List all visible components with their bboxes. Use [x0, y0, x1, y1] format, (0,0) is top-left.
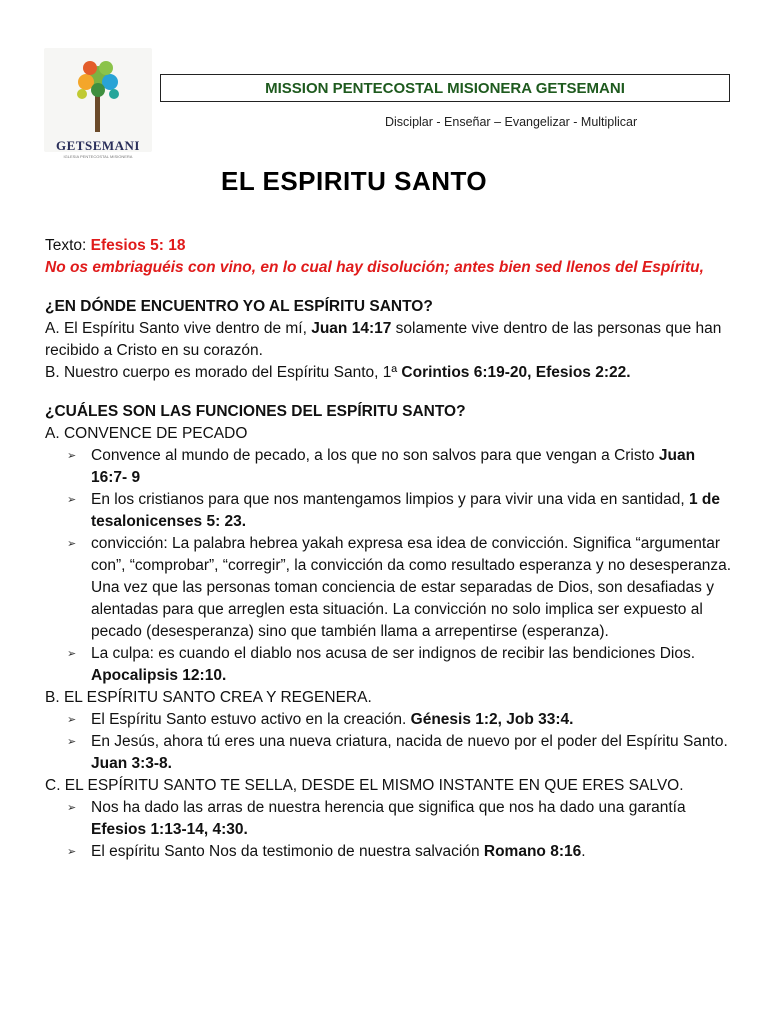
motto: Disciplar - Enseñar – Evangelizar - Multiplicar — [385, 115, 638, 129]
point-b-text: B. Nuestro cuerpo es morado del Espíritu Santo, 1ª — [45, 364, 402, 381]
item-text: convicción: La palabra hebrea yakah expresa esa idea de convicción. Significa “argumentar con”, “comprobar”, “corregir”, la convicción da como resultado esperanza y no desesperanza. Una vez que las personas toman conciencia de estar separadas de Dios, son desafiadas y alentadas para que arreglen esta situación. La convicción no solo implica ser expuesto al pecado (desesperanza) sino que también llama a arrepentirse (esperanza). — [91, 535, 732, 640]
item-text: La culpa: es cuando el diablo nos acusa de ser indignos de recibir las bendiciones Dios. — [91, 645, 696, 662]
text-label: Texto: — [45, 237, 91, 254]
item-ref: 1 de tesalonicenses 5: 23. — [91, 491, 720, 530]
church-name: MISSION PENTECOSTAL MISIONERA GETSEMANI — [265, 79, 625, 97]
bullet-arrow-icon: ➢ — [67, 494, 77, 506]
point-b-ref: Corintios 6:19-20, Efesios 2:22. — [401, 364, 631, 381]
subsection-c-title: C. EL ESPÍRITU SANTO TE SELLA, DESDE EL MISMO INSTANTE EN QUE ERES SALVO. — [45, 777, 684, 794]
bullet-arrow-icon: ➢ — [67, 648, 77, 660]
item-ref: Apocalipsis 12:10. — [91, 667, 227, 684]
subsection-b-list — [45, 709, 735, 775]
list-item — [45, 489, 735, 533]
list-item — [45, 709, 735, 731]
subsection-b-title: B. EL ESPÍRITU SANTO CREA Y REGENERA. — [45, 689, 372, 706]
point-a-text-end: solamente vive dentro de las personas que han recibido a Cristo en su corazón. — [45, 320, 722, 359]
item-ref: Juan 3:3-8. — [91, 755, 172, 772]
point-a-ref: Juan 14:17 — [311, 320, 392, 337]
page-title: EL ESPIRITU SANTO — [221, 166, 488, 196]
item-text: En los cristianos para que nos mantengamos limpios y para vivir una vida en santidad, — [91, 491, 689, 508]
list-item — [45, 841, 735, 863]
logo-wordmark: GETSEMANI — [56, 138, 140, 153]
item-ref: Romano 8:16 — [483, 843, 582, 860]
text-reference-line — [45, 235, 735, 257]
subsection-a-title: A. CONVENCE DE PECADO — [45, 425, 248, 442]
key-verse: No os embriaguéis con vino, en lo cual hay disolución; antes bien sed llenos del Espíritu, — [45, 259, 704, 276]
item-text: En Jesús, ahora tú eres una nueva criatura, nacida de nuevo por el poder del Espíritu Santo. — [91, 733, 728, 750]
text-reference: Efesios 5: 18 — [90, 237, 186, 254]
section1-point-b — [45, 362, 735, 384]
section2-heading: ¿CUÁLES SON LAS FUNCIONES DEL ESPÍRITU SANTO? — [45, 403, 466, 420]
subsection-a-list — [45, 445, 735, 687]
list-item — [45, 533, 735, 643]
list-item — [45, 731, 735, 775]
point-a-text: A. El Espíritu Santo vive dentro de mí, — [45, 320, 312, 337]
section1-point-a — [45, 318, 735, 362]
item-ref: Efesios 1:13-14, 4:30. — [91, 821, 248, 838]
item-ref: Juan 16:7- 9 — [91, 447, 696, 486]
document-body — [45, 235, 735, 863]
logo-subtext: IGLESIA PENTECOSTAL MISIONERA — [63, 154, 133, 159]
item-text-end: . — [581, 843, 586, 860]
bullet-arrow-icon: ➢ — [67, 450, 77, 462]
tree-logo-icon — [44, 48, 152, 152]
section1-heading: ¿EN DÓNDE ENCUENTRO YO AL ESPÍRITU SANTO? — [45, 298, 433, 315]
bullet-arrow-icon: ➢ — [67, 736, 77, 748]
list-item — [45, 797, 735, 841]
item-text: El Espíritu Santo estuvo activo en la creación. — [91, 711, 411, 728]
item-text: El espíritu Santo Nos da testimonio de nuestra salvación — [91, 843, 484, 860]
item-text: Convence al mundo de pecado, a los que no son salvos para que vengan a Cristo — [91, 447, 659, 464]
bullet-arrow-icon: ➢ — [67, 802, 77, 814]
church-logo — [44, 48, 152, 159]
item-ref: Génesis 1:2, Job 33:4. — [410, 711, 574, 728]
bullet-arrow-icon: ➢ — [67, 846, 77, 858]
bullet-arrow-icon: ➢ — [67, 714, 77, 726]
list-item — [45, 643, 735, 687]
church-name-box — [160, 74, 730, 102]
bullet-arrow-icon: ➢ — [67, 538, 77, 550]
item-text: Nos ha dado las arras de nuestra herencia que significa que nos ha dado una garantía — [91, 799, 686, 816]
subsection-c-list — [45, 797, 735, 863]
list-item — [45, 445, 735, 489]
